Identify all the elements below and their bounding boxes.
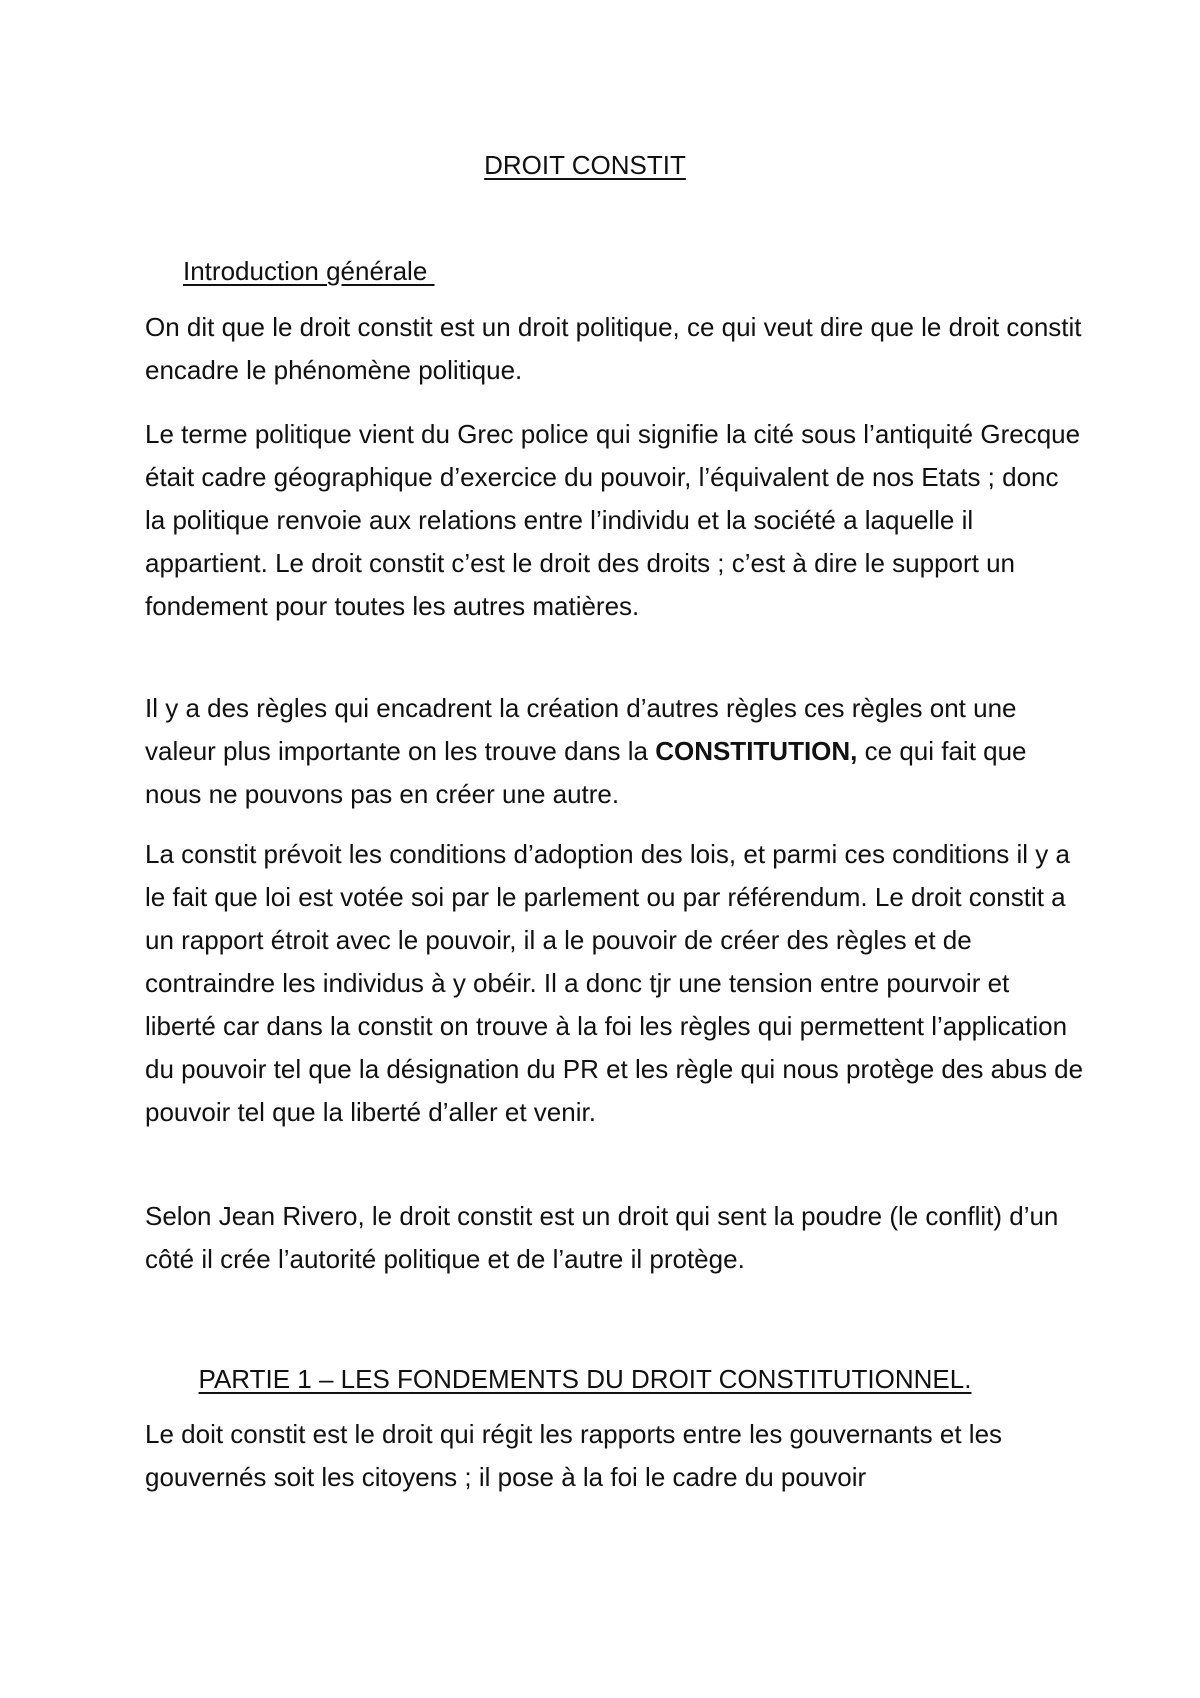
document-title: DROIT CONSTIT (484, 150, 686, 180)
paragraph-3-text-end: ce qui fait que nous ne pouvons pas en créer une autre. (145, 736, 1027, 809)
paragraph-4: La constit prévoit les conditions d’adoption des lois, et parmi ces conditions il y a le fait que loi est votée soi par le parlement ou par référendum. Le droit constit a un rapport étroit avec le pouvoir, il a le pouvoir de créer des règles et de contraindre les individus à y obéir. Il a donc tjr une tension entre pourvoir et liberté car dans la constit on trouve à la foi les règles qui permettent l’application du pouvoir tel que la désignation du PR et les règle qui nous protège des abus de pouvoir tel que la liberté d’aller et venir. (145, 839, 1084, 1127)
paragraph-5: Selon Jean Rivero, le droit constit est un droit qui sent la poudre (le conflit) d’un côté il crée l’autorité politique et de l’autre il protège. (145, 1201, 1059, 1274)
constitution-emphasis: CONSTITUTION, (655, 736, 858, 766)
part-1-heading: PARTIE 1 – LES FONDEMENTS DU DROIT CONSTITUTIONNEL. (198, 1364, 972, 1394)
paragraph-2: Le terme politique vient du Grec police qui signifie la cité sous l’antiquité Grecque était cadre géographique d’exercice du pouvoir, l’équivalent de nos Etats ; donc la politique renvoie aux relations entre l’individu et la société a laquelle il appartient. Le droit constit c’est le droit des droits ; c’est à dire le support un fondement pour toutes les autres matières. (145, 419, 1081, 621)
paragraph-3 (145, 687, 1085, 816)
paragraph-1: On dit que le droit constit est un droit politique, ce qui veut dire que le droit constit encadre le phénomène politique. (145, 312, 1082, 385)
intro-heading: Introduction générale (183, 256, 435, 286)
paragraph-6: Le doit constit est le droit qui régit les rapports entre les gouvernants et les gouvernés soit les citoyens ; il pose à la foi le cadre du pouvoir (145, 1419, 1003, 1492)
paragraph-3-text-start: Il y a des règles qui encadrent la création d’autres règles ces règles ont une valeur plus importante on les trouve dans la (145, 693, 1017, 766)
